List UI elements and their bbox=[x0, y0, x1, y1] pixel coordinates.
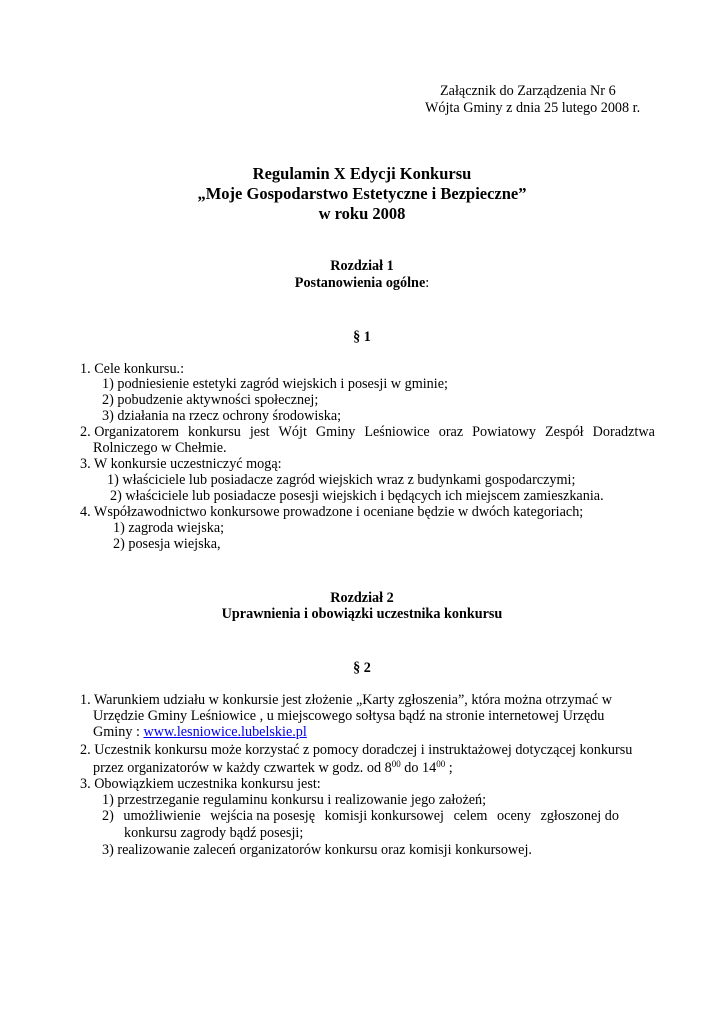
ch2-item-3: 3. Obowiązkiem uczestnika konkursu jest: bbox=[80, 776, 321, 792]
ch1-item-2: 2. Organizatorem konkursu jest Wójt Gminy Leśniowice oraz Powiatowy Zespół Doradztwa bbox=[80, 424, 655, 440]
time-to-minutes: 00 bbox=[436, 759, 446, 769]
chapter1-heading: Rozdział 1 bbox=[330, 258, 394, 274]
section-2-heading: § 2 bbox=[353, 660, 371, 676]
ch2-item-1-line1: 1. Warunkiem udziału w konkursie jest złożenie „Karty zgłoszenia”, która można otrzymać w bbox=[80, 692, 613, 708]
ch1-item-3-1: 1) właściciele lub posiadacze zagród wiejskich wraz z budynkami gospodarczymi; bbox=[107, 472, 576, 488]
attachment-header-line1: Załącznik do Zarządzenia Nr 6 bbox=[440, 83, 616, 99]
chapter1-subheading: Postanowienia ogólne: bbox=[294, 275, 430, 291]
document-title-line1: Regulamin X Edycji Konkursu bbox=[252, 164, 472, 183]
ch2-item-2-line1: 2. Uczestnik konkursu może korzystać z pomocy doradczej i instruktażowej dotyczącej konkursu bbox=[80, 742, 633, 758]
section-1-heading: § 1 bbox=[353, 329, 371, 345]
ch1-item-3: 3. W konkursie uczestniczyć mogą: bbox=[80, 456, 282, 472]
ch1-item-4-2: 2) posesja wiejska, bbox=[113, 536, 221, 552]
ch2-item-3-1: 1) przestrzeganie regulaminu konkursu i realizowanie jego założeń; bbox=[102, 792, 487, 808]
ch2-item-3-2-cont: konkursu zagrody bądź posesji; bbox=[124, 825, 304, 841]
ch1-item-4: 4. Współzawodnictwo konkursowe prowadzone i oceniane będzie w dwóch kategoriach; bbox=[80, 504, 584, 520]
ch1-item-3-2: 2) właściciele lub posiadacze posesji wiejskich i będących ich miejscem zamieszkania. bbox=[110, 488, 604, 504]
municipality-website-link[interactable]: www.lesniowice.lubelskie.pl bbox=[143, 724, 307, 740]
document-title-line2: „Moje Gospodarstwo Estetyczne i Bezpieczne” bbox=[197, 184, 527, 203]
ch1-item-1: 1. Cele konkursu.: bbox=[80, 361, 185, 377]
ch1-item-1-1: 1) podniesienie estetyki zagród wiejskich i posesji w gminie; bbox=[102, 376, 448, 392]
ch1-item-1-2: 2) pobudzenie aktywności społecznej; bbox=[102, 392, 319, 408]
time-from-minutes: 00 bbox=[391, 759, 401, 769]
attachment-header-line2: Wójta Gminy z dnia 25 lutego 2008 r. bbox=[425, 100, 641, 116]
ch1-item-4-1: 1) zagroda wiejska; bbox=[113, 520, 225, 536]
chapter2-heading: Rozdział 2 bbox=[330, 590, 394, 606]
ch1-item-2-cont: Rolniczego w Chełmie. bbox=[93, 440, 227, 456]
ch1-item-1-3: 3) działania na rzecz ochrony środowiska; bbox=[102, 408, 342, 424]
document-title-line3: w roku 2008 bbox=[318, 204, 406, 223]
ch2-item-3-2: 2) umożliwienie wejścia na posesję komisji konkursowej celem oceny zgłoszonej do bbox=[102, 808, 619, 824]
chapter2-subheading: Uprawnienia i obowiązki uczestnika konkursu bbox=[221, 606, 503, 622]
ch2-item-3-3: 3) realizowanie zaleceń organizatorów konkursu oraz komisji konkursowej. bbox=[102, 842, 532, 858]
ch2-item-1-line2: Urzędzie Gminy Leśniowice , u miejscowego sołtysa bądź na stronie internetowej Urzędu bbox=[93, 708, 605, 724]
ch2-item-1-line3: Gminy : www.lesniowice.lubelskie.pl bbox=[93, 724, 307, 740]
ch2-item-2-line2: przez organizatorów w każdy czwartek w godz. od $8^{00}$ do $14^{00}$ ; bbox=[93, 759, 453, 776]
